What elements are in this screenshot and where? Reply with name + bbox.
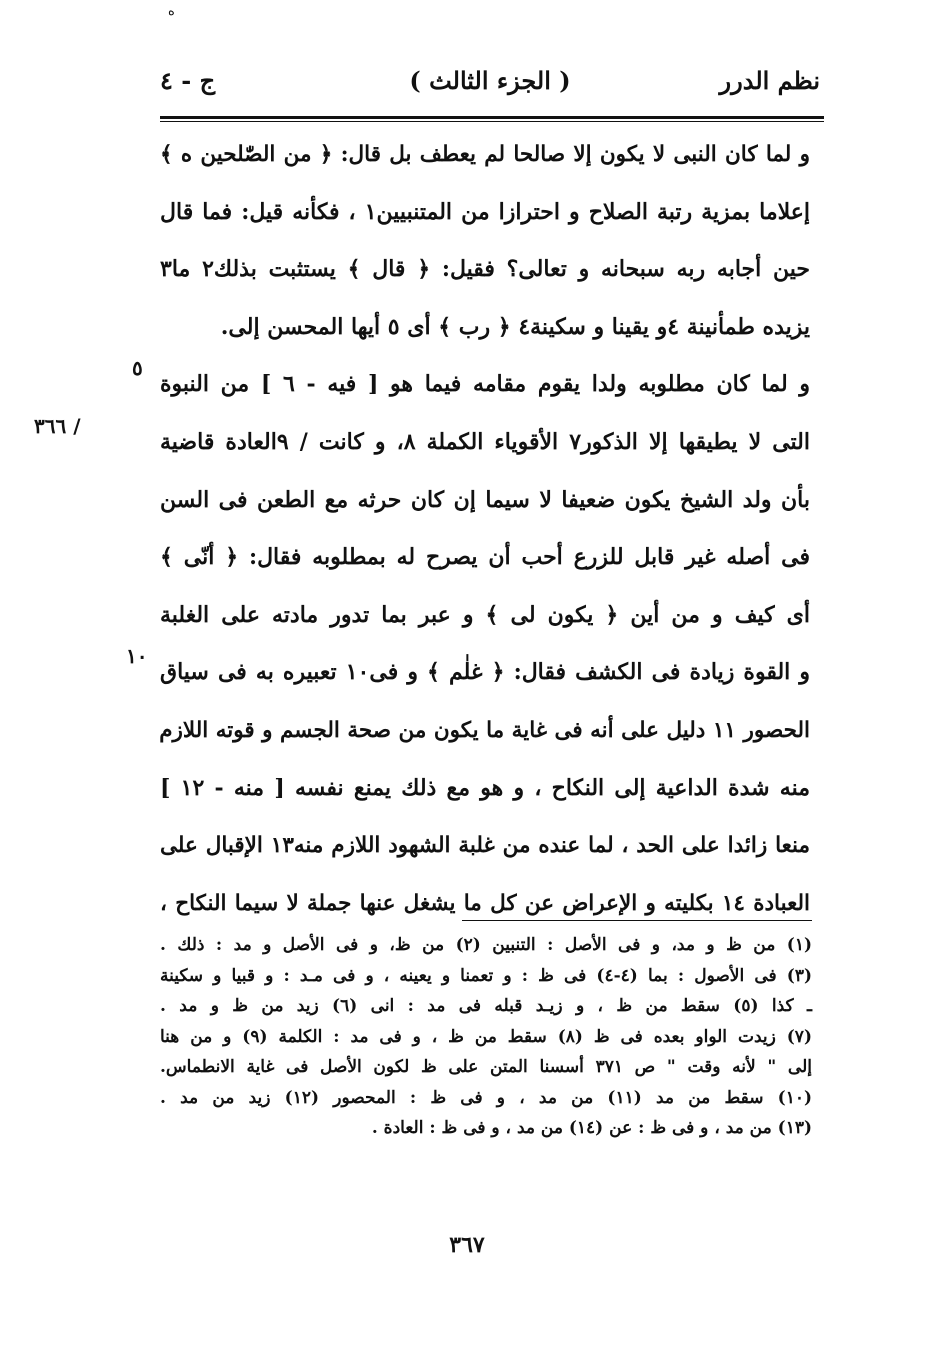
text-line: حين أجابه ربه سبحانه و تعالى؟ فقيل: ﴿ قال ﴾ يستثبت بذلك٢ ما٣ [160,256,810,283]
manuscript-page-reference: / ٣٦٦ [34,414,81,438]
footnote-line: (٣) فى الأصول : بما (٤-٤) فى ظ : و تعمنا و يعينه ، و فى مـد : و قبيا و سكينة [160,965,812,986]
text-line: فى أصله غير قابل للزرع أحب أن يصرح له بمطلوبه فقال: ﴿ أنّى ﴾ [160,544,810,571]
text-line: و لما كان مطلوبه ولدا يقوم مقامه فيما هو [ فيه - ٦ ] من النبوة [160,371,810,398]
footnote-line: (١) من ظ و مد، و فى الأصل : التنبين (٢) من ظ، و فى الأصل و مد : ذلك . [160,935,813,955]
text-line: منعا زائدا على الحد ، لما عنده من غلبة الشهود اللازم منه١٣ الإقبال على [160,833,810,859]
footnote-line: ـ كذا (٥) سقط من ظ ، و زيـد قبله فى مد : انى (٦) زيد من ظ و مد . [160,996,812,1016]
running-header [160,64,820,108]
text-line: يزيده طمأنينة ٤و يقينا و سكينة٤ ﴿ رب ﴾ أى ٥ أيها المحسن إلى. [220,313,810,340]
text-line: بأن ولد الشيخ يكون ضعيفا لا سيما إن كان حرثه مع الطعن فى السن [160,486,810,513]
text-line: الحصور ١١ دليل على أنه فى غاية ما يكون من صحة الجسم و قوته اللازم [159,717,810,743]
text-line: و القوة زيادة فى الكشف فقال: ﴿ غلٰم ﴾ و فى١٠ تعبيره به فى سياق [160,659,810,686]
text-line: إعلاما بمزية رتبة الصلاح و احترازا من المتنبيين١ ، فكأنه قيل: فما قال [160,198,810,225]
footnote-rule [462,920,812,921]
footnotes [160,930,812,1144]
footnote-line: (١٠) سقط من مد (١١) من مد ، و فى ظ : المحصور (١٢) زيد من مد . [160,1087,812,1108]
footnote-line: (٧) زيدت الواو بعده فى ظ (٨) سقط من ظ ، و فى مد : الكلمة (٩) و من هنا [160,1026,812,1047]
footnote-line: (١٣) من مد ، و فى ظ : عن (١٤) من مد ، و فى ظ : العادة . [371,1118,812,1138]
book-title: نظم الدرر [719,66,820,95]
header-rule-thick [160,116,824,119]
text-line: منه شدة الداعية إلى النكاح ، و هو مع ذلك يمنع نفسه [ منه - ١٢ ] [160,774,810,801]
part-label: ( الجزء الثالث ) [409,66,571,95]
text-line: التى لا يطيقها إلا الذكور٧ الأقوياء الكملة ٨، و كانت / ٩العادة قاضية [160,428,810,455]
header-rule-thin [160,121,824,122]
page-number: ٣٦٧ [449,1232,485,1258]
main-text [160,126,810,932]
text-line: العبادة ١٤ بكليته و الإعراض عن كل ما يشغل عنها جملة لا سيما النكاح ، [160,890,810,916]
text-line: و لما كان النبى لا يكون إلا صالحا لم يعطف بل قال: ﴿ من الصّٰلحين ه ﴾ [160,142,810,167]
line-number-10: ١٠ [126,644,148,668]
top-mark: ه [168,4,175,19]
line-number-5: ٥ [132,356,143,380]
text-line: أى كيف و من أين ﴿ يكون لى ﴾ و عبر بما تدور مادته على الغلبة [160,601,810,628]
volume-label: ج - ٤ [160,66,216,95]
footnote-line: إلى " لأنه وقت " ص ٣٧١ أسسنا المتن على ظ لكون الأصل فى غاية الانطماس. [160,1057,812,1077]
